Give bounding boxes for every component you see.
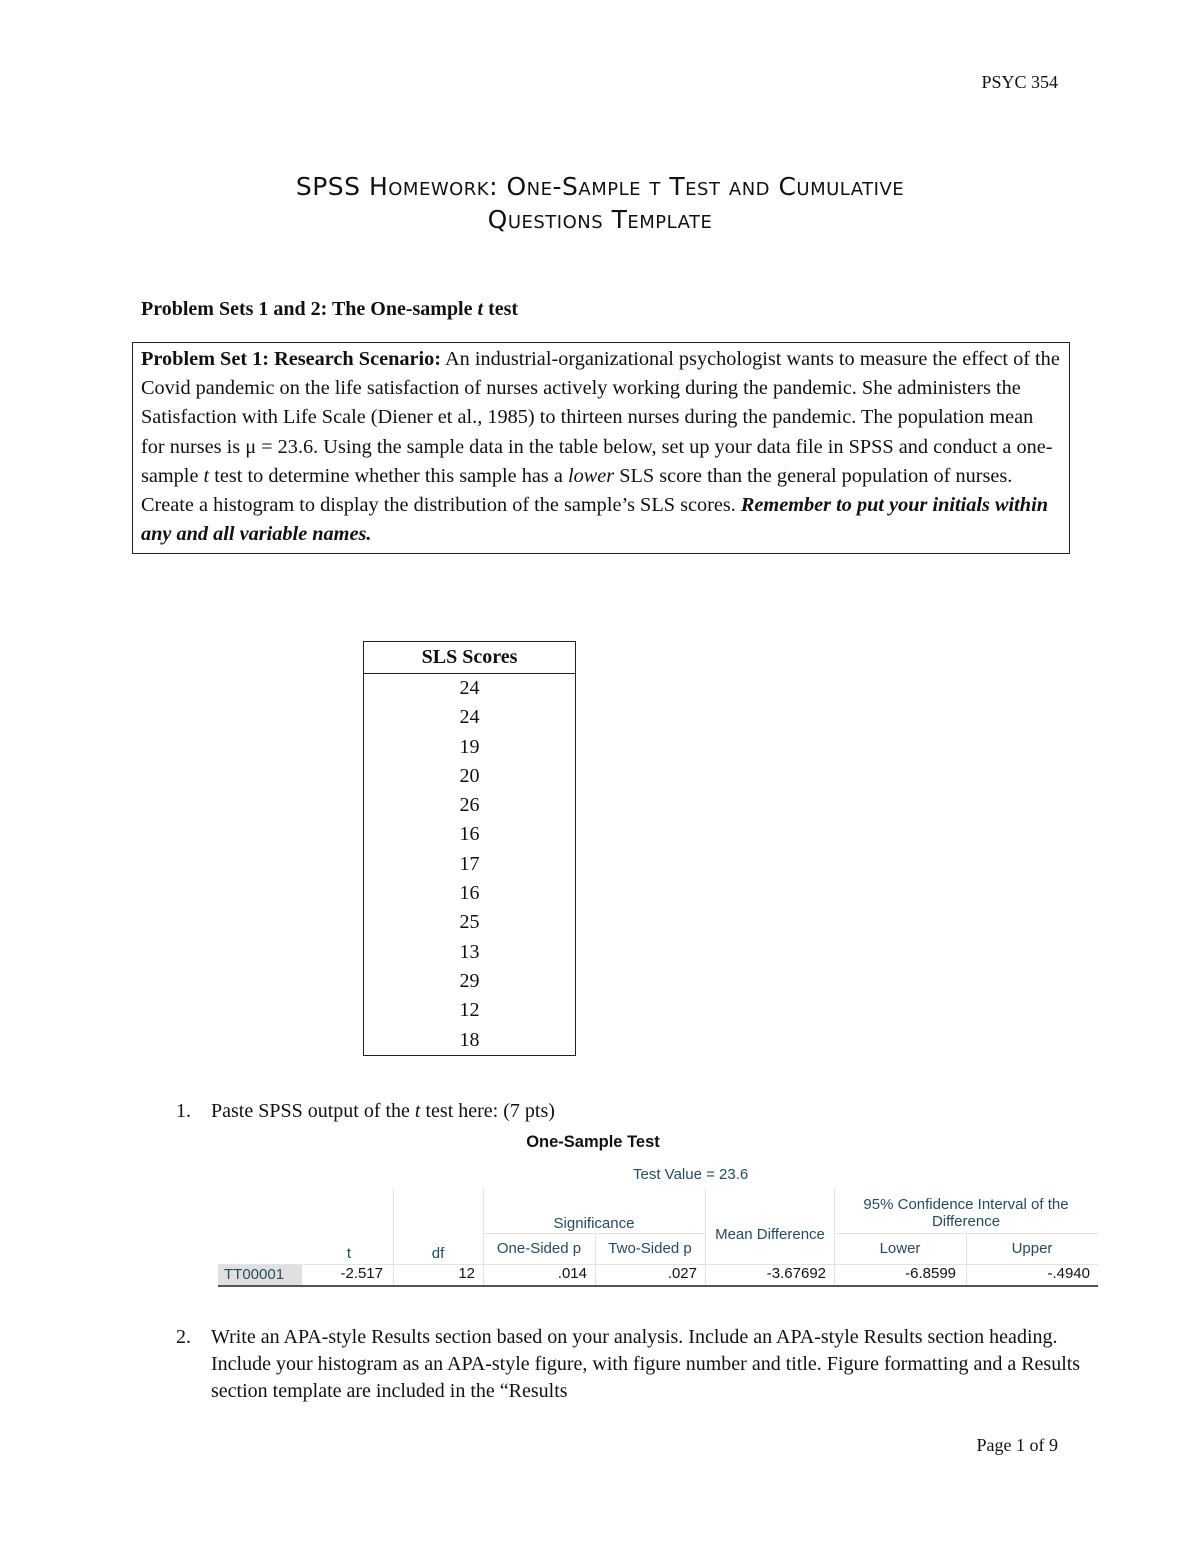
sls-table-header: SLS Scores	[364, 642, 576, 674]
col-upper: Upper	[1011, 1240, 1053, 1257]
table-row: 24	[459, 677, 480, 699]
section-heading-tail: test	[483, 298, 519, 320]
col-df: df	[431, 1245, 445, 1262]
sls-scores-table	[363, 641, 576, 1056]
title-line-2: Questions Template	[487, 205, 713, 234]
table-row: 26	[459, 794, 480, 817]
page-number: Page 1 of 9	[976, 1435, 1058, 1455]
section-heading-text: Problem Sets 1 and 2: The One-sample	[141, 298, 478, 320]
document-title	[0, 170, 1200, 236]
table-row: 16	[459, 882, 480, 905]
spss-output-title: One-Sample Test	[526, 1133, 660, 1151]
title-line-1: SPSS Homework: One-Sample t Test and Cumulative	[295, 172, 905, 201]
research-scenario-box	[132, 342, 1070, 554]
significance-header: Significance	[553, 1215, 635, 1232]
table-row: 24	[459, 706, 480, 729]
row-label: TT00001	[218, 1265, 302, 1285]
value-lower: -6.8599	[905, 1265, 956, 1282]
table-row: 20	[459, 764, 480, 787]
question-1-text	[211, 1098, 1091, 1125]
question-1-number: 1.	[176, 1100, 191, 1122]
col-two-sided: Two-Sided p	[608, 1240, 692, 1257]
table-row: 29	[459, 969, 480, 992]
section-heading-italic: t	[477, 298, 484, 320]
value-df: 12	[458, 1265, 475, 1282]
table-row: 16	[459, 823, 480, 846]
scenario-label: Problem Set 1: Research Scenario:	[141, 348, 442, 370]
col-t: t	[346, 1245, 352, 1262]
table-row: 13	[459, 940, 480, 963]
col-lower: Lower	[879, 1240, 921, 1257]
value-two-sided: .027	[667, 1265, 697, 1282]
scenario-text-2: test to determine whether this sample has a	[209, 464, 568, 487]
ci-header: 95% Confidence Interval of the Difference	[863, 1196, 1069, 1230]
table-row: 18	[459, 1028, 480, 1051]
col-mean-difference: Mean Difference	[715, 1226, 825, 1243]
scenario-t-italic: t	[203, 464, 210, 487]
table-row: 19	[459, 735, 480, 758]
table-row: 17	[459, 852, 480, 875]
value-one-sided: .014	[557, 1265, 587, 1282]
table-row: 12	[459, 999, 480, 1022]
question-1-text-after: test here: (7 pts)	[420, 1100, 555, 1122]
value-mean-difference: -3.67692	[766, 1265, 826, 1282]
col-one-sided: One-Sided p	[496, 1240, 582, 1257]
value-t: -2.517	[340, 1265, 383, 1282]
scenario-text-1: An industrial-organizational psychologist wants to measure the effect of the Covid pandemic on the life satisfaction of nurses actively working during the pandemic. She administers the Satisfaction with Life Scale (Diener et al., 1985) to thirteen nurses during the pandemic. The population mean for nurses is μ = 23.6. Using the sample data in the table below, set up your data file in SPSS and conduct a one-sample	[141, 348, 1060, 487]
question-2-text: Write an APA-style Results section based on your analysis. Include an APA-style Results section heading. Include your histogram as an APA-style figure, with figure number and title. Figure formatting and a Results section template are included in the “Results	[211, 1326, 1081, 1402]
course-code: PSYC 354	[981, 72, 1058, 92]
question-1-text-before: Paste SPSS output of the	[211, 1100, 415, 1122]
section-heading	[141, 298, 518, 321]
spss-test-value: Test Value = 23.6	[633, 1166, 749, 1183]
question-2-number: 2.	[176, 1326, 191, 1348]
scenario-reminder: Remember to put your initials within any and all variable names.	[141, 494, 1048, 546]
question-1-italic: t	[414, 1100, 421, 1122]
scenario-lower-italic: lower	[567, 464, 615, 487]
scenario-text-3: SLS score than the general population of nurses. Create a histogram to display the distribution of the sample’s SLS scores.	[141, 464, 1013, 517]
value-upper: -.4940	[1047, 1265, 1090, 1282]
table-row: 25	[459, 911, 480, 934]
